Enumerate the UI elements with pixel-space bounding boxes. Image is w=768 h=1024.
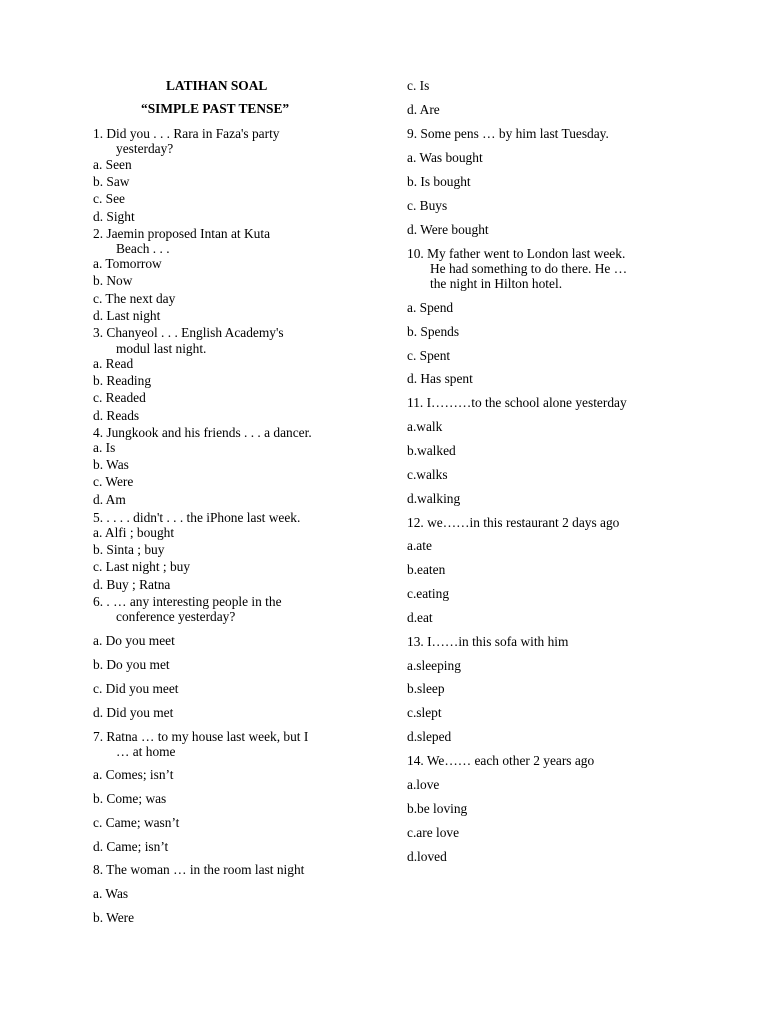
- question-line: 7. Ratna … to my house last week, but I: [93, 729, 309, 744]
- answer-option: c.walks: [407, 467, 448, 482]
- answer-option: a. Spend: [407, 300, 454, 315]
- page-title: LATIHAN SOAL: [166, 78, 268, 93]
- answer-option: d. Has spent: [407, 371, 473, 386]
- answer-option: d.loved: [407, 849, 447, 864]
- answer-option: b.sleep: [407, 681, 445, 696]
- answer-option: b. Was: [93, 457, 129, 472]
- answer-option: d. Buy ; Ratna: [93, 577, 171, 592]
- answer-option: a. Comes; isn’t: [93, 767, 174, 782]
- answer-option: b. Come; was: [93, 791, 167, 806]
- answer-option: a. Tomorrow: [93, 256, 162, 271]
- question-line: 13. I……in this sofa with him: [407, 634, 569, 649]
- answer-option: d.sleped: [407, 729, 452, 744]
- answer-option: c. Were: [93, 474, 134, 489]
- answer-option: c.eating: [407, 586, 450, 601]
- question-line: 6. . … any interesting people in the: [93, 594, 282, 609]
- answer-option: a.ate: [407, 538, 432, 553]
- question-line: 3. Chanyeol . . . English Academy's: [93, 325, 284, 340]
- question-line: 9. Some pens … by him last Tuesday.: [407, 126, 609, 141]
- question-line: 1. Did you . . . Rara in Faza's party: [93, 126, 280, 141]
- question-continuation: the night in Hilton hotel.: [430, 276, 563, 291]
- answer-option: b. Were: [93, 910, 135, 925]
- answer-option: a.sleeping: [407, 658, 461, 673]
- answer-option: b.be loving: [407, 801, 468, 816]
- answer-option: b. Is bought: [407, 174, 471, 189]
- answer-option: b. Reading: [93, 373, 152, 388]
- answer-option: d. Were bought: [407, 222, 489, 237]
- question-continuation: Beach . . .: [116, 241, 170, 256]
- answer-option: b. Spends: [407, 324, 460, 339]
- answer-option: a. Alfi ; bought: [93, 525, 175, 540]
- answer-option: c.slept: [407, 705, 442, 720]
- answer-option: d. Am: [93, 492, 126, 507]
- page-subtitle: “SIMPLE PAST TENSE”: [141, 101, 290, 116]
- answer-option: b.eaten: [407, 562, 446, 577]
- answer-option: c. Did you meet: [93, 681, 179, 696]
- answer-option: b. Now: [93, 273, 133, 288]
- answer-option: c. Spent: [407, 348, 451, 363]
- answer-option: a. Was bought: [407, 150, 483, 165]
- answer-option: a. Seen: [93, 157, 132, 172]
- answer-option: a.love: [407, 777, 440, 792]
- question-line: 14. We…… each other 2 years ago: [407, 753, 595, 768]
- answer-option: d. Last night: [93, 308, 161, 323]
- answer-option: d. Sight: [93, 209, 135, 224]
- question-line: 5. . . . . didn't . . . the iPhone last week.: [93, 510, 301, 525]
- answer-option: b. Do you met: [93, 657, 170, 672]
- question-continuation: modul last night.: [116, 341, 207, 356]
- answer-option: c. Is: [407, 78, 430, 93]
- question-line: 11. I………to the school alone yesterday: [407, 395, 627, 410]
- question-line: 4. Jungkook and his friends . . . a dancer.: [93, 425, 312, 440]
- answer-option: a. Read: [93, 356, 134, 371]
- answer-option: d.walking: [407, 491, 461, 506]
- question-continuation: yesterday?: [116, 141, 174, 156]
- question-line: 12. we……in this restaurant 2 days ago: [407, 515, 620, 530]
- question-line: 2. Jaemin proposed Intan at Kuta: [93, 226, 271, 241]
- answer-option: c. Last night ; buy: [93, 559, 191, 574]
- answer-option: d. Did you met: [93, 705, 174, 720]
- answer-option: c. Came; wasn’t: [93, 815, 180, 830]
- answer-option: b.walked: [407, 443, 456, 458]
- question-continuation: … at home: [116, 744, 176, 759]
- answer-option: c. The next day: [93, 291, 176, 306]
- answer-option: c. Readed: [93, 390, 146, 405]
- answer-option: c. Buys: [407, 198, 448, 213]
- answer-option: d. Came; isn’t: [93, 839, 169, 854]
- answer-option: a. Was: [93, 886, 129, 901]
- answer-option: c. See: [93, 191, 125, 206]
- question-continuation: He had something to do there. He …: [430, 261, 628, 276]
- answer-option: b. Saw: [93, 174, 130, 189]
- answer-option: d. Are: [407, 102, 440, 117]
- answer-option: a. Do you meet: [93, 633, 175, 648]
- answer-option: a.walk: [407, 419, 443, 434]
- question-continuation: conference yesterday?: [116, 609, 236, 624]
- answer-option: d.eat: [407, 610, 433, 625]
- answer-option: a. Is: [93, 440, 116, 455]
- answer-option: d. Reads: [93, 408, 140, 423]
- question-line: 8. The woman … in the room last night: [93, 862, 305, 877]
- answer-option: c.are love: [407, 825, 460, 840]
- question-line: 10. My father went to London last week.: [407, 246, 626, 261]
- answer-option: b. Sinta ; buy: [93, 542, 165, 557]
